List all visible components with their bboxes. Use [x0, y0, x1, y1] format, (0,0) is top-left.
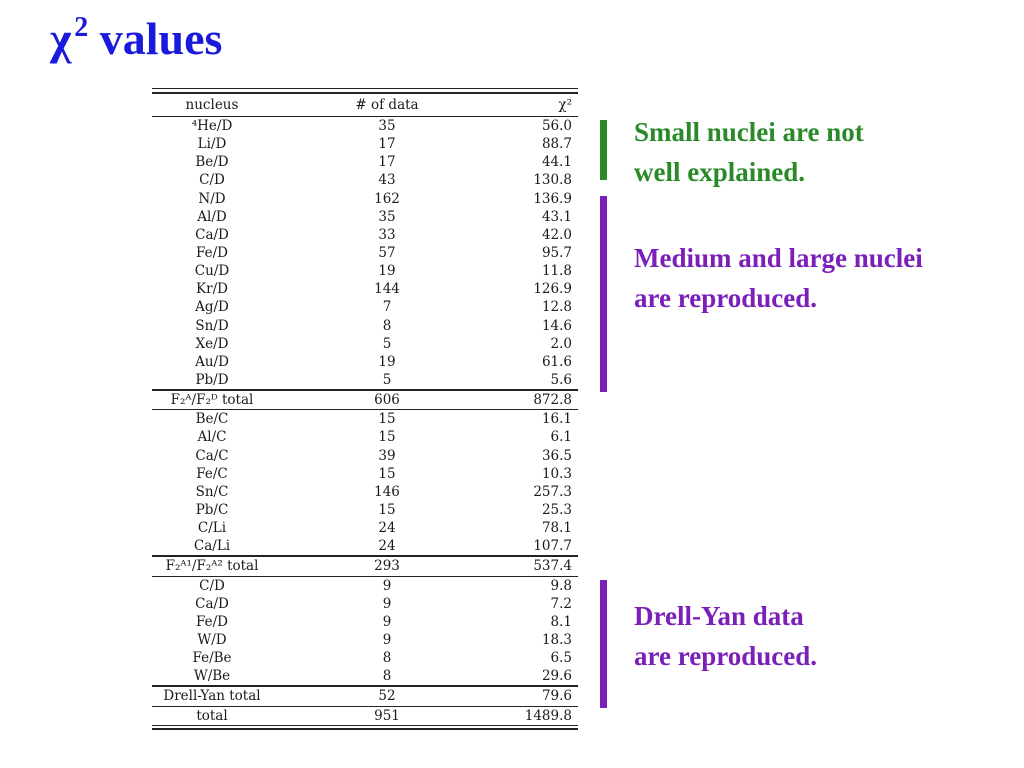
table-row [152, 280, 578, 298]
num-data-cell: 35 [378, 118, 396, 134]
nucleus-cell: Xe/D [195, 335, 229, 352]
table-row [152, 262, 578, 280]
title-chi: χ [50, 13, 72, 64]
chi2-cell: 257.3 [533, 483, 572, 500]
note-drell-yan [634, 596, 817, 676]
num-data-cell: 293 [374, 558, 400, 575]
table-group-nuclear-ratio [152, 410, 578, 555]
chi2-cell: 126.9 [533, 281, 572, 298]
chi2-cell: 9.8 [550, 577, 572, 594]
num-data-cell: 9 [382, 631, 392, 648]
table-row [152, 298, 578, 316]
table-group-nuclear-d [152, 117, 578, 389]
num-data-cell: 19 [378, 353, 396, 370]
table-row [152, 190, 578, 208]
chi2-cell: 61.6 [541, 353, 572, 370]
num-data-cell: 24 [378, 520, 396, 537]
table-row [152, 447, 578, 465]
num-data-cell: 144 [374, 281, 400, 298]
table-row [152, 577, 578, 595]
chi2-cell: 44.1 [541, 154, 572, 171]
chi2-cell: 16.1 [541, 411, 572, 428]
chi2-cell: 36.5 [541, 447, 572, 464]
nucleus-cell: F₂ᴬ/F₂ᴰ total [170, 392, 254, 409]
num-data-cell: 35 [378, 208, 396, 225]
num-data-cell: 33 [378, 226, 396, 243]
header-chi2: χ² [558, 97, 572, 113]
num-data-cell: 606 [374, 392, 400, 409]
chi2-cell: 8.1 [550, 613, 572, 630]
note-small-line1: Small nuclei are not [634, 117, 864, 147]
table-row [152, 410, 578, 428]
num-data-cell: 57 [378, 244, 396, 261]
header-nucleus: nucleus [185, 97, 239, 113]
num-data-cell: 8 [382, 650, 392, 667]
num-data-cell: 15 [378, 429, 396, 446]
table-row [152, 483, 578, 501]
chi2-cell: 79.6 [541, 688, 572, 705]
table-row [152, 135, 578, 153]
table-row [152, 595, 578, 613]
table-row [152, 244, 578, 262]
table-row [152, 613, 578, 631]
table-row [152, 428, 578, 446]
nucleus-cell: Kr/D [196, 281, 228, 298]
chi2-cell: 11.8 [541, 263, 572, 280]
nucleus-cell: C/D [199, 577, 225, 594]
table-row [152, 208, 578, 226]
chi2-cell: 6.5 [550, 650, 572, 667]
nucleus-cell: Cu/D [194, 263, 230, 280]
note-medium-line2: are reproduced. [634, 283, 817, 313]
table-row [152, 667, 578, 685]
num-data-cell: 9 [382, 577, 392, 594]
num-data-cell: 7 [382, 299, 392, 316]
chi2-cell: 78.1 [541, 520, 572, 537]
nucleus-cell: Fe/D [196, 613, 228, 630]
num-data-cell: 17 [378, 136, 396, 153]
nucleus-cell: Ca/C [195, 447, 229, 464]
table-row [152, 317, 578, 335]
chi2-cell: 1489.8 [524, 707, 572, 724]
chi2-cell: 88.7 [541, 136, 572, 153]
chi2-cell: 12.8 [541, 299, 572, 316]
nucleus-cell: Pb/C [195, 501, 229, 518]
table-row [152, 501, 578, 519]
num-data-cell: 15 [378, 501, 396, 518]
table-grand-total-row [152, 707, 578, 726]
num-data-cell: 8 [382, 317, 392, 334]
table-row [152, 631, 578, 649]
num-data-cell: 9 [382, 595, 392, 612]
num-data-cell: 52 [378, 688, 396, 705]
note-drellyan-line2: are reproduced. [634, 641, 817, 671]
num-data-cell: 15 [378, 411, 396, 428]
note-small-nuclei [634, 112, 864, 192]
nucleus-cell: Al/C [197, 429, 227, 446]
table-row [152, 171, 578, 189]
note-drellyan-line1: Drell-Yan data [634, 601, 804, 631]
num-data-cell: 951 [374, 707, 400, 724]
table-group-drell-yan [152, 577, 578, 686]
chi2-cell: 107.7 [533, 538, 572, 555]
num-data-cell: 39 [378, 447, 396, 464]
chi2-cell: 95.7 [541, 244, 572, 261]
chi2-cell: 18.3 [541, 631, 572, 648]
num-data-cell: 146 [374, 483, 400, 500]
nucleus-cell: Ag/D [195, 299, 229, 316]
chi2-cell: 5.6 [550, 371, 572, 388]
nucleus-cell: total [196, 707, 228, 724]
nucleus-cell: Ca/D [195, 595, 229, 612]
num-data-cell: 19 [378, 263, 396, 280]
nucleus-cell: Sn/C [195, 483, 229, 500]
nucleus-cell: Ca/D [195, 226, 229, 243]
note-medium-line1: Medium and large nuclei [634, 243, 923, 273]
nucleus-cell: Sn/D [195, 317, 229, 334]
chi2-cell: 10.3 [541, 465, 572, 482]
chi2-cell: 56.0 [541, 118, 572, 134]
nucleus-cell: F₂ᴬ¹/F₂ᴬ² total [165, 558, 259, 575]
num-data-cell: 5 [382, 335, 392, 352]
nucleus-cell: Au/D [195, 353, 229, 370]
chi-square-table [152, 88, 578, 730]
nucleus-cell: C/D [199, 172, 225, 189]
bracket-bar-medium-nuclei [600, 196, 607, 392]
chi2-cell: 14.6 [541, 317, 572, 334]
num-data-cell: 162 [374, 190, 400, 207]
chi2-cell: 130.8 [533, 172, 572, 189]
nucleus-cell: W/Be [193, 668, 231, 685]
table-total-row-3 [152, 685, 578, 706]
chi2-cell: 6.1 [550, 429, 572, 446]
nucleus-cell: C/Li [197, 520, 227, 537]
nucleus-cell: N/D [198, 190, 226, 207]
num-data-cell: 24 [378, 538, 396, 555]
chi2-cell: 7.2 [550, 595, 572, 612]
chi2-cell: 25.3 [541, 501, 572, 518]
nucleus-cell: Ca/Li [193, 538, 231, 555]
table-row [152, 537, 578, 555]
nucleus-cell: Be/C [195, 411, 229, 428]
chi2-cell: 537.4 [533, 558, 572, 575]
table-row [152, 153, 578, 171]
chi2-cell: 42.0 [541, 226, 572, 243]
num-data-cell: 15 [378, 465, 396, 482]
num-data-cell: 5 [382, 371, 392, 388]
header-num-data: # of data [355, 97, 419, 113]
title-text: values [99, 13, 223, 64]
note-medium-nuclei [634, 238, 923, 318]
title-superscript: 2 [74, 12, 89, 43]
nucleus-cell: W/D [197, 631, 227, 648]
chi2-cell: 872.8 [533, 392, 572, 409]
table-row [152, 335, 578, 353]
nucleus-cell: ⁴He/D [191, 118, 233, 134]
table-row [152, 226, 578, 244]
chi2-cell: 29.6 [541, 668, 572, 685]
table-row [152, 353, 578, 371]
nucleus-cell: Al/D [197, 208, 227, 225]
nucleus-cell: Fe/Be [192, 650, 232, 667]
chi2-cell: 2.0 [550, 335, 572, 352]
table-total-row-1 [152, 389, 578, 410]
table-header-row [152, 94, 578, 117]
nucleus-cell: Fe/D [196, 244, 228, 261]
table-row [152, 649, 578, 667]
note-small-line2: well explained. [634, 157, 806, 187]
nucleus-cell: Pb/D [195, 371, 229, 388]
nucleus-cell: Fe/C [196, 465, 228, 482]
slide-title [50, 12, 222, 65]
num-data-cell: 43 [378, 172, 396, 189]
table-row [152, 371, 578, 389]
nucleus-cell: Drell-Yan total [163, 688, 261, 705]
table-row [152, 519, 578, 537]
num-data-cell: 17 [378, 154, 396, 171]
nucleus-cell: Be/D [195, 154, 229, 171]
table-row [152, 117, 578, 135]
bracket-bar-small-nuclei [600, 120, 607, 180]
num-data-cell: 9 [382, 613, 392, 630]
chi2-cell: 43.1 [541, 208, 572, 225]
table-row [152, 465, 578, 483]
num-data-cell: 8 [382, 668, 392, 685]
nucleus-cell: Li/D [197, 136, 227, 153]
table-total-row-2 [152, 555, 578, 576]
chi2-cell: 136.9 [533, 190, 572, 207]
bracket-bar-drell-yan [600, 580, 607, 708]
table-bottom-rule [152, 728, 578, 730]
